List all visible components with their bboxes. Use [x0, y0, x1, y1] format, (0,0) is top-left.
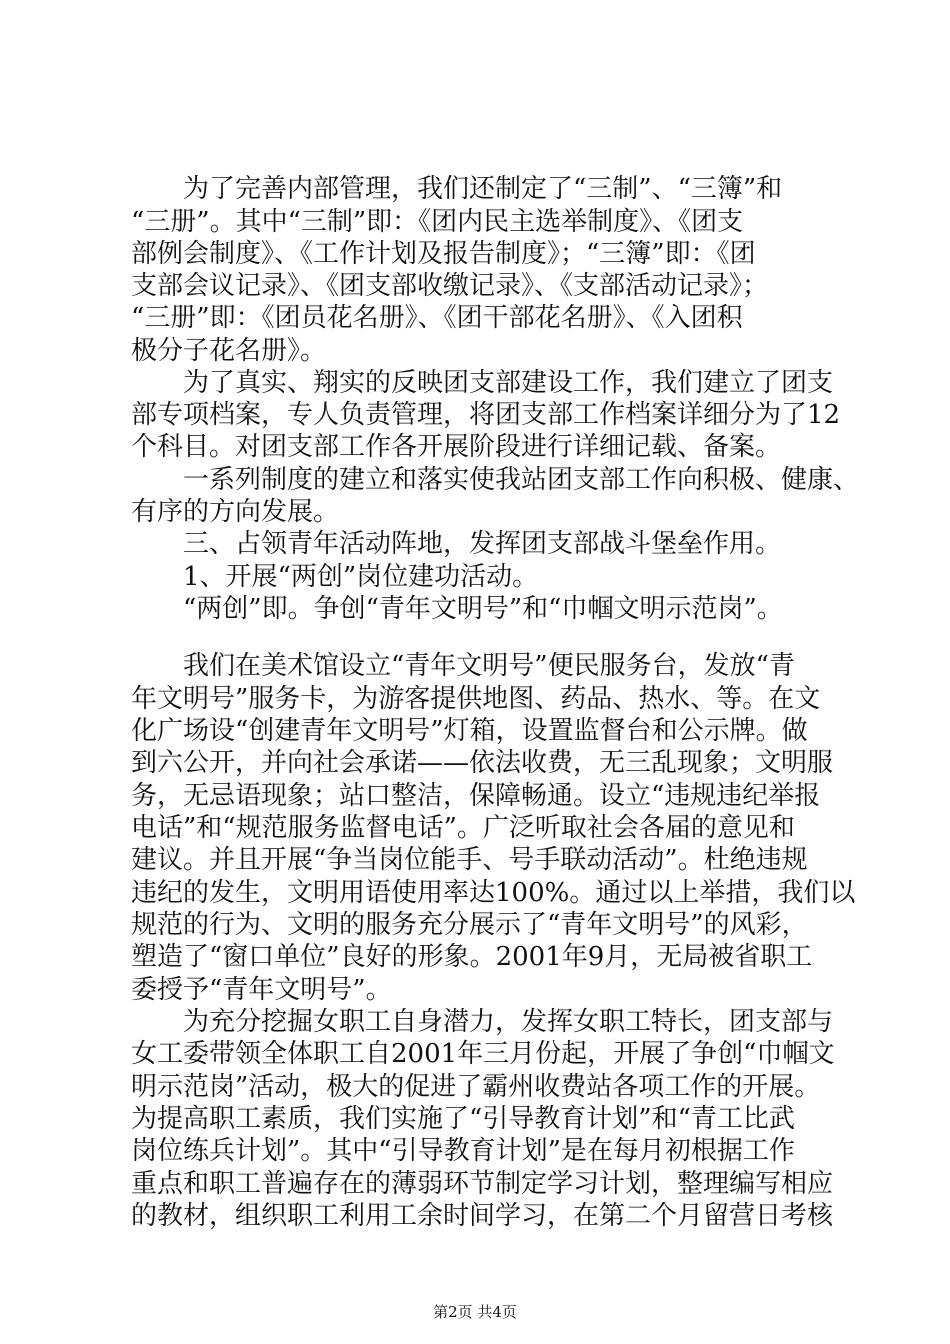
text-line: 个科目。对团支部工作各开展阶段进行详细记载、备案。: [131, 432, 782, 462]
text-line: 部例会制度》、《工作计划及报告制度》；“三簿”即：《团: [131, 239, 756, 269]
text-line: “三册”。其中“三制”即：《团内民主选举制度》、《团支: [131, 207, 744, 237]
text-line: 1、开展“两创”岗位建功活动。: [183, 562, 539, 592]
text-line: 为提高职工素质，我们实施了“引导教育计划”和“青工比武: [131, 1104, 795, 1134]
text-line: 为了真实、翔实的反映团支部建设工作，我们建立了团支: [183, 368, 834, 398]
text-line: 电话”和“规范服务监督电话”。广泛听取社会各届的意见和: [131, 813, 795, 843]
text-line: 年文明号”服务卡，为游客提供地图、药品、热水、等。在文: [131, 684, 821, 714]
text-line: 规范的行为、文明的服务充分展示了“青年文明号”的风彩，: [131, 910, 808, 940]
text-line: 为了完善内部管理，我们还制定了“三制”、“三簿”和: [183, 174, 783, 204]
text-line: 明示范岗”活动，极大的促进了霸州收费站各项工作的开展。: [131, 1072, 821, 1102]
text-line: 一系列制度的建立和落实使我站团支部工作向积极、健康、: [183, 465, 860, 495]
text-line: 建议。并且开展“争当岗位能手、号手联动活动”。杜绝违规: [131, 845, 808, 875]
text-line: 化广场设“创建青年文明号”灯箱，设置监督台和公示牌。做: [131, 716, 808, 746]
text-line: 的教材，组织职工利用工余时间学习，在第二个月留营日考核: [131, 1201, 834, 1231]
text-line: 三、占领青年活动阵地，发挥团支部战斗堡垒作用。: [183, 529, 782, 559]
text-line: 到六公开，并向社会承诺——依法收费，无三乱现象；文明服: [131, 748, 834, 778]
text-line: 委授予“青年文明号”。: [131, 975, 392, 1005]
text-line: 部专项档案，专人负责管理，将团支部工作档案详细分为了12: [131, 400, 841, 430]
text-line: 务，无忌语现象；站口整洁，保障畅通。设立“违规违纪举报: [131, 781, 821, 811]
text-line: “两创”即。争创“青年文明号”和“巾帼文明示范岗”。: [183, 594, 783, 624]
text-line: 岗位练兵计划”。其中“引导教育计划”是在每月初根据工作: [131, 1136, 795, 1166]
text-line: “三册”即：《团员花名册》、《团干部花名册》、《入团积: [131, 303, 743, 333]
text-line: 违纪的发生，文明用语使用率达100%。通过以上举措，我们以: [131, 878, 856, 908]
text-line: 支部会议记录》、《团支部收缴记录》、《支部活动记录》；: [131, 271, 769, 301]
text-line: 塑造了“窗口单位”良好的形象。2001年9月，无局被省职工: [131, 942, 813, 972]
text-line: 有序的方向发展。: [131, 497, 340, 527]
page-number: 第2页 共4页: [433, 1303, 517, 1321]
text-line: 女工委带领全体职工自2001年三月份起，开展了争创“巾帼文: [131, 1039, 835, 1069]
text-line: 重点和职工普遍存在的薄弱环节制定学习计划，整理编写相应: [131, 1169, 834, 1199]
text-line: 我们在美术馆设立“青年文明号”便民服务台，发放“青: [183, 651, 795, 681]
text-line: 极分子花名册》。: [131, 336, 327, 366]
text-line: 为充分挖掘女职工自身潜力，发挥女职工特长，团支部与: [183, 1007, 834, 1037]
